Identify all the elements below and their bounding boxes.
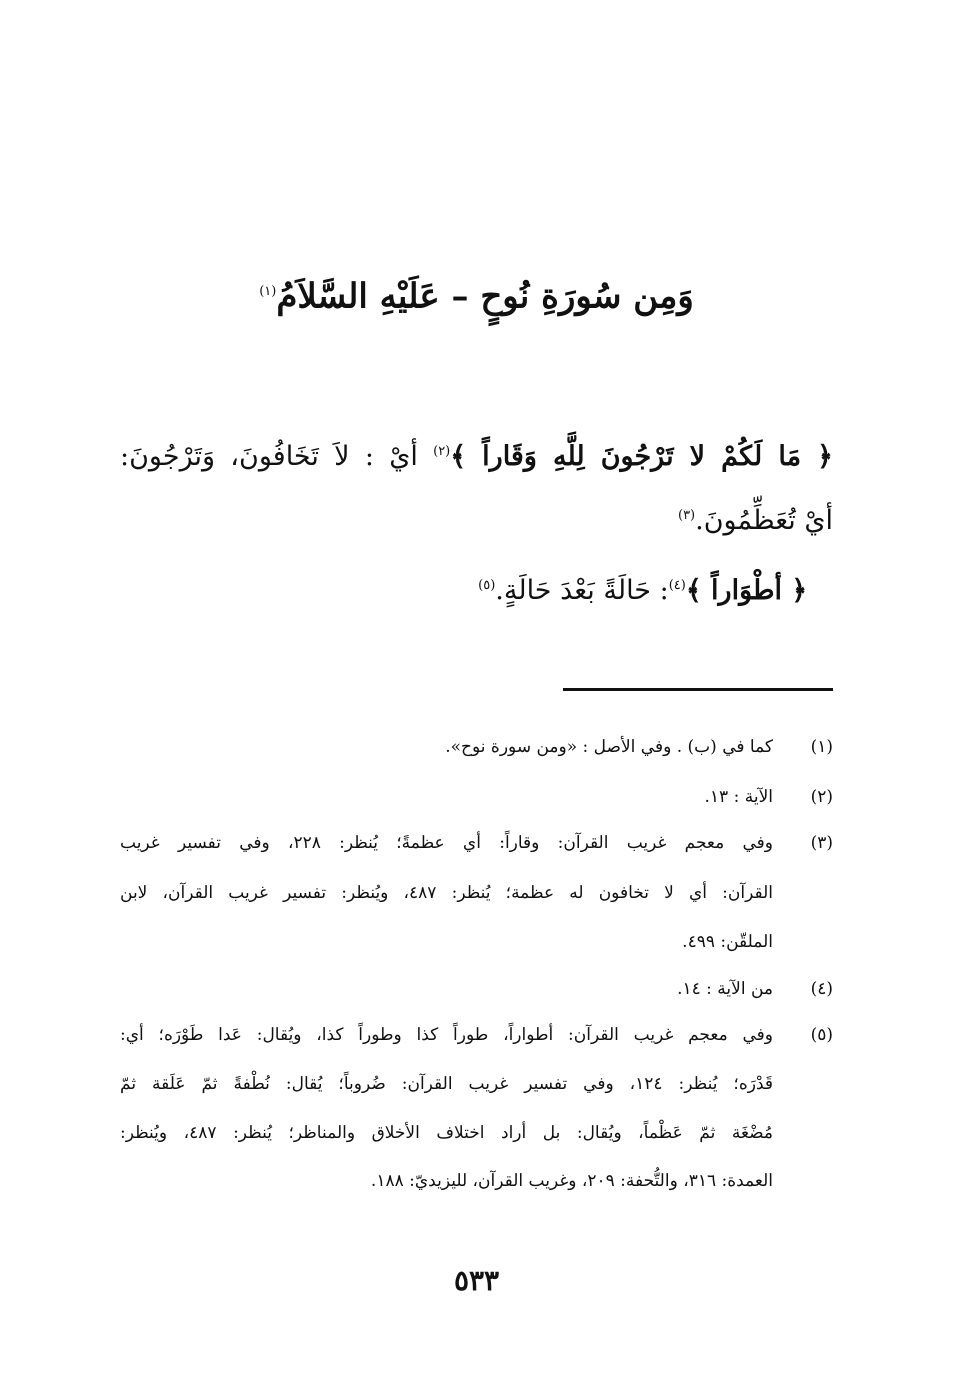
footnote-2-number: (٢)	[810, 787, 833, 807]
surah-heading-footnote-ref: (١)	[259, 284, 277, 299]
verse-2-line	[120, 566, 833, 611]
verse-1-gloss-footnote-ref: (٣)	[677, 508, 696, 523]
verse-2-footnote-ref: (٤)	[668, 578, 686, 593]
verse-2-gloss: : حَالَةً بَعْدَ حَالَةٍ.	[495, 575, 669, 606]
footnote-4-number: (٤)	[810, 979, 833, 999]
verse-2-gloss-footnote-ref: (٥)	[478, 578, 496, 593]
footnote-separator	[563, 688, 833, 691]
footnote-5-number: (٥)	[810, 1025, 833, 1045]
verse-2-quote: ﴿ أطْوَاراً ﴾	[685, 575, 808, 606]
footnote-3-number: (٣)	[810, 833, 833, 853]
footnote-5-line-3: مُضْغَة ثمّ عَظْماً، ويُقال: بل أراد اختلاف الأخلاق والمناظر؛ يُنظر: ٤٨٧، ويُنظر:	[120, 1123, 773, 1143]
footnote-1	[120, 737, 833, 759]
page-number: ٥٣٣	[453, 1264, 500, 1297]
footnote-1-line-1: كما في (ب) . وفي الأصل : «ومن سورة نوح».	[445, 737, 773, 757]
footnote-2-line-1: الآية : ١٣.	[704, 787, 773, 807]
verse-1-gloss-line-1: أيْ : لاَ تَخَافُونَ، وَتَرْجُونَ:	[120, 441, 418, 472]
footnote-5-line-2: قَدْرَه؛ يُنظر: ١٢٤، وفي تفسير غريب القرآن: ضُروباً؛ يُقال: نُطْفةً ثمّ عَلَقة ثمّ	[120, 1074, 773, 1094]
surah-heading	[120, 262, 833, 326]
verse-1-quote: ﴿ مَا لَكُمْ لا تَرْجُونَ لِلَّهِ وَقَاراً ﴾	[450, 441, 833, 472]
verse-1-footnote-ref: (٢)	[433, 444, 451, 459]
surah-heading-text: وَمِن سُورَةِ نُوحٍ – عَلَيْهِ السَّلاَمُ	[276, 276, 694, 317]
footnote-2	[120, 787, 833, 809]
footnote-4-line-1: من الآية : ١٤.	[677, 979, 773, 999]
footnote-4	[120, 979, 833, 1001]
footnote-5	[120, 1025, 833, 1205]
verse-1-line-2	[120, 496, 833, 541]
footnote-5-line-1: وفي معجم غريب القرآن: أطواراً، طوراً كذا وطوراً كذا، ويُقال: عَدا طَوْرَه؛ أي:	[120, 1025, 773, 1045]
footnote-1-number: (١)	[810, 737, 833, 757]
footnote-3-line-1: وفي معجم غريب القرآن: وقاراً: أي عظمةً؛ يُنظر: ٢٢٨، وفي تفسير غريب	[120, 833, 773, 853]
footnote-3-line-2: القرآن: أي لا تخافون له عظمة؛ يُنظر: ٤٨٧، ويُنظر: تفسير غريب القرآن، لابن	[120, 883, 773, 903]
verse-1-line-1	[120, 432, 833, 477]
footnote-5-line-4: العمدة: ٣١٦، والتُّحفة: ٢٠٩، وغريب القرآن، لليزيديّ: ١٨٨.	[370, 1171, 773, 1191]
footnote-3-line-3: الملقّن: ٤٩٩.	[682, 932, 773, 952]
verse-1-gloss-line-2: أيْ تُعَظِّمُونَ.	[695, 505, 833, 536]
footnote-3	[120, 833, 833, 963]
